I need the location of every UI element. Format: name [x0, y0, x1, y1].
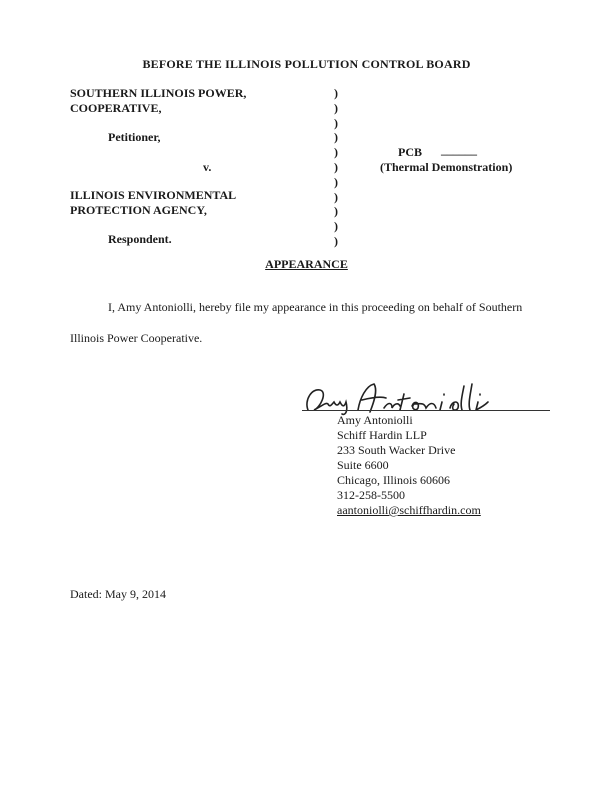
signer-street: 233 South Wacker Drive [337, 443, 456, 457]
case-type: (Thermal Demonstration) [380, 160, 513, 174]
signer-firm: Schiff Hardin LLP [337, 428, 427, 442]
respondent-name-line1: ILLINOIS ENVIRONMENTAL [70, 188, 237, 202]
appearance-body-line2: Illinois Power Cooperative. [70, 331, 203, 345]
signer-city: Chicago, Illinois 60606 [337, 473, 450, 487]
petitioner-name-line2: COOPERATIVE, [70, 101, 162, 115]
signer-phone: 312-258-5500 [337, 488, 405, 502]
respondent-label: Respondent. [108, 232, 172, 246]
appearance-title: APPEARANCE [265, 257, 348, 271]
appearance-body-line1: I, Amy Antoniolli, hereby file my appearance in this proceeding on behalf of Southern [108, 300, 523, 314]
case-number-blank: ______ [441, 143, 477, 157]
signer-email-link[interactable]: aantoniolli@schiffhardin.com [337, 503, 481, 517]
petitioner-label: Petitioner, [108, 130, 161, 144]
signature-line [302, 410, 550, 411]
signer-suite: Suite 6600 [337, 458, 389, 472]
caption-paren-column: ) ) ) ) ) ) ) ) ) ) ) [334, 86, 338, 248]
document-heading: BEFORE THE ILLINOIS POLLUTION CONTROL BOARD [142, 57, 471, 71]
signer-name: Amy Antoniolli [337, 413, 413, 427]
petitioner-name-line1: SOUTHERN ILLINOIS POWER, [70, 86, 247, 100]
dated-line: Dated: May 9, 2014 [70, 587, 166, 601]
respondent-name-line2: PROTECTION AGENCY, [70, 203, 207, 217]
versus-label: v. [203, 160, 212, 174]
case-pcb-label: PCB [398, 145, 422, 159]
